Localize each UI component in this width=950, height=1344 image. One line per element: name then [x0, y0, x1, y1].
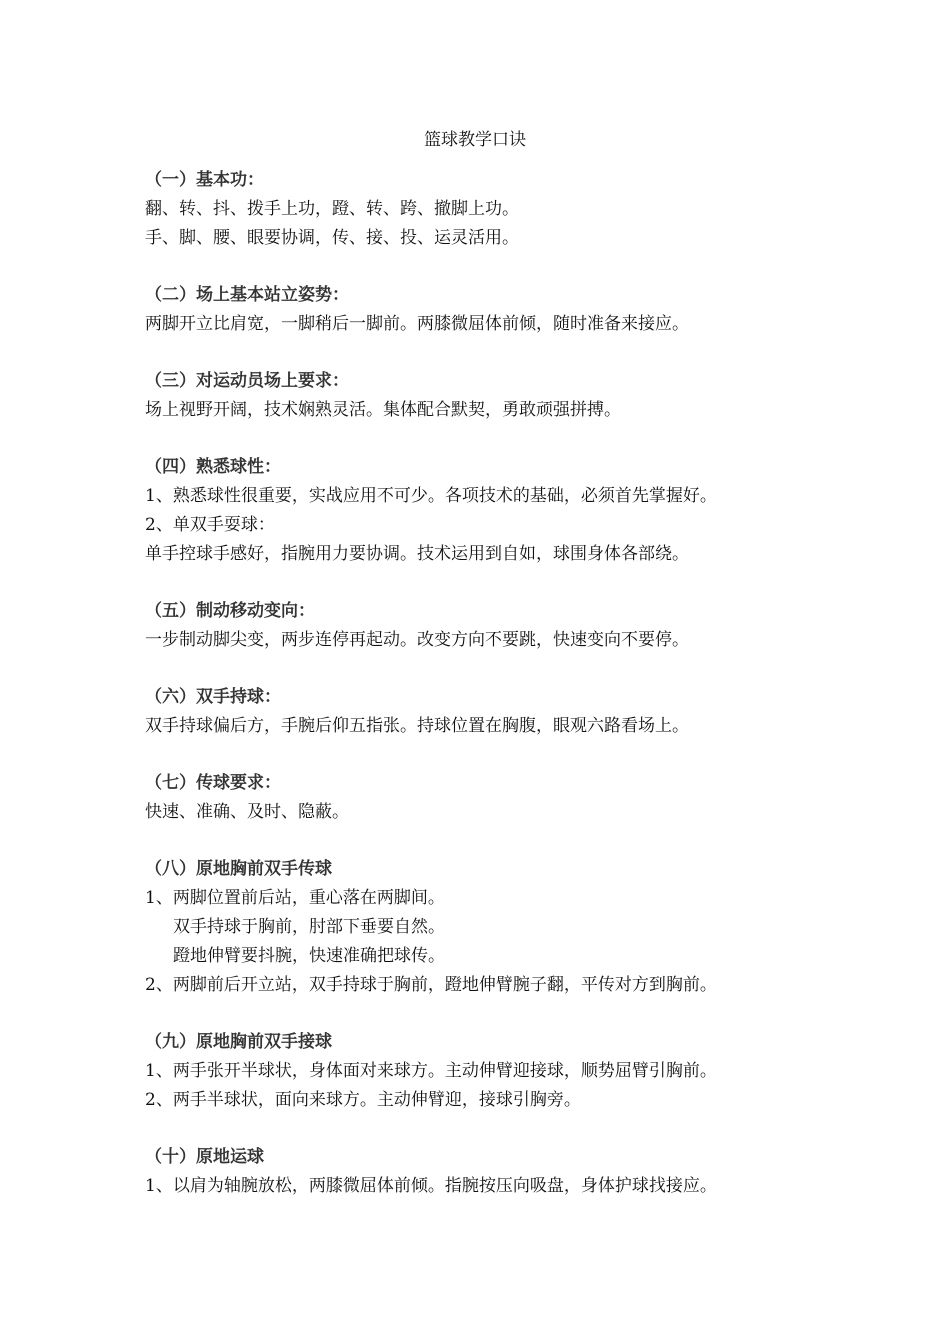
section-heading: （八）原地胸前双手传球 [145, 859, 332, 879]
section-stationary-dribble [145, 1143, 845, 1201]
section-heading: （四）熟悉球性： [145, 457, 281, 477]
section-heading: （五）制动移动变向： [145, 601, 315, 621]
paragraph-line: 快速、准确、及时、隐蔽。 [145, 802, 349, 822]
paragraph-line: 1、两脚位置前后站，重心落在两脚间。 [145, 888, 445, 908]
paragraph-line: 蹬地伸臂要抖腕，快速准确把球传。 [173, 946, 445, 966]
section-standing-posture [145, 281, 845, 339]
paragraph-line: 双手持球于胸前，肘部下垂要自然。 [173, 917, 445, 937]
paragraph-line: 2、两脚前后开立站，双手持球于胸前，蹬地伸臂腕子翻，平传对方到胸前。 [145, 975, 717, 995]
section-chest-pass [145, 855, 845, 1000]
section-heading: （九）原地胸前双手接球 [145, 1032, 332, 1052]
section-heading: （七）传球要求： [145, 773, 281, 793]
section-player-requirements [145, 367, 845, 425]
paragraph-line: 手、脚、腰、眼要协调，传、接、投、运灵活用。 [145, 228, 519, 248]
section-heading: （二）场上基本站立姿势： [145, 285, 349, 305]
document-body [145, 166, 845, 1229]
document-title: 篮球教学口诀 [424, 130, 526, 150]
paragraph-line: 翻、转、抖、拨手上功，蹬、转、跨、撤脚上功。 [145, 199, 519, 219]
section-ball-familiarity [145, 453, 845, 569]
section-two-hand-hold [145, 683, 845, 741]
paragraph-line: 双手持球偏后方，手腕后仰五指张。持球位置在胸腹，眼观六路看场上。 [145, 716, 689, 736]
section-heading: （十）原地运球 [145, 1147, 264, 1167]
paragraph-line: 一步制动脚尖变，两步连停再起动。改变方向不要跳，快速变向不要停。 [145, 630, 689, 650]
section-heading: （三）对运动员场上要求： [145, 371, 349, 391]
paragraph-line: 2、两手半球状，面向来球方。主动伸臂迎，接球引胸旁。 [145, 1090, 581, 1110]
paragraph-line: 2、单双手耍球： [145, 515, 275, 535]
paragraph-line: 场上视野开阔，技术娴熟灵活。集体配合默契，勇敢顽强拼搏。 [145, 400, 621, 420]
section-heading: （一）基本功： [145, 170, 264, 190]
section-heading: （六）双手持球： [145, 687, 281, 707]
section-basic-skills [145, 166, 845, 253]
paragraph-line: 1、两手张开半球状，身体面对来球方。主动伸臂迎接球，顺势屈臂引胸前。 [145, 1061, 717, 1081]
paragraph-line: 1、以肩为轴腕放松，两膝微屈体前倾。指腕按压向吸盘，身体护球找接应。 [145, 1176, 717, 1196]
section-passing-requirements [145, 769, 845, 827]
paragraph-line: 单手控球手感好，指腕用力要协调。技术运用到自如，球围身体各部绕。 [145, 544, 689, 564]
section-chest-catch [145, 1028, 845, 1115]
paragraph-line: 两脚开立比肩宽，一脚稍后一脚前。两膝微屈体前倾，随时准备来接应。 [145, 314, 689, 334]
section-stop-move-turn [145, 597, 845, 655]
paragraph-line: 1、熟悉球性很重要，实战应用不可少。各项技术的基础，必须首先掌握好。 [145, 486, 717, 506]
